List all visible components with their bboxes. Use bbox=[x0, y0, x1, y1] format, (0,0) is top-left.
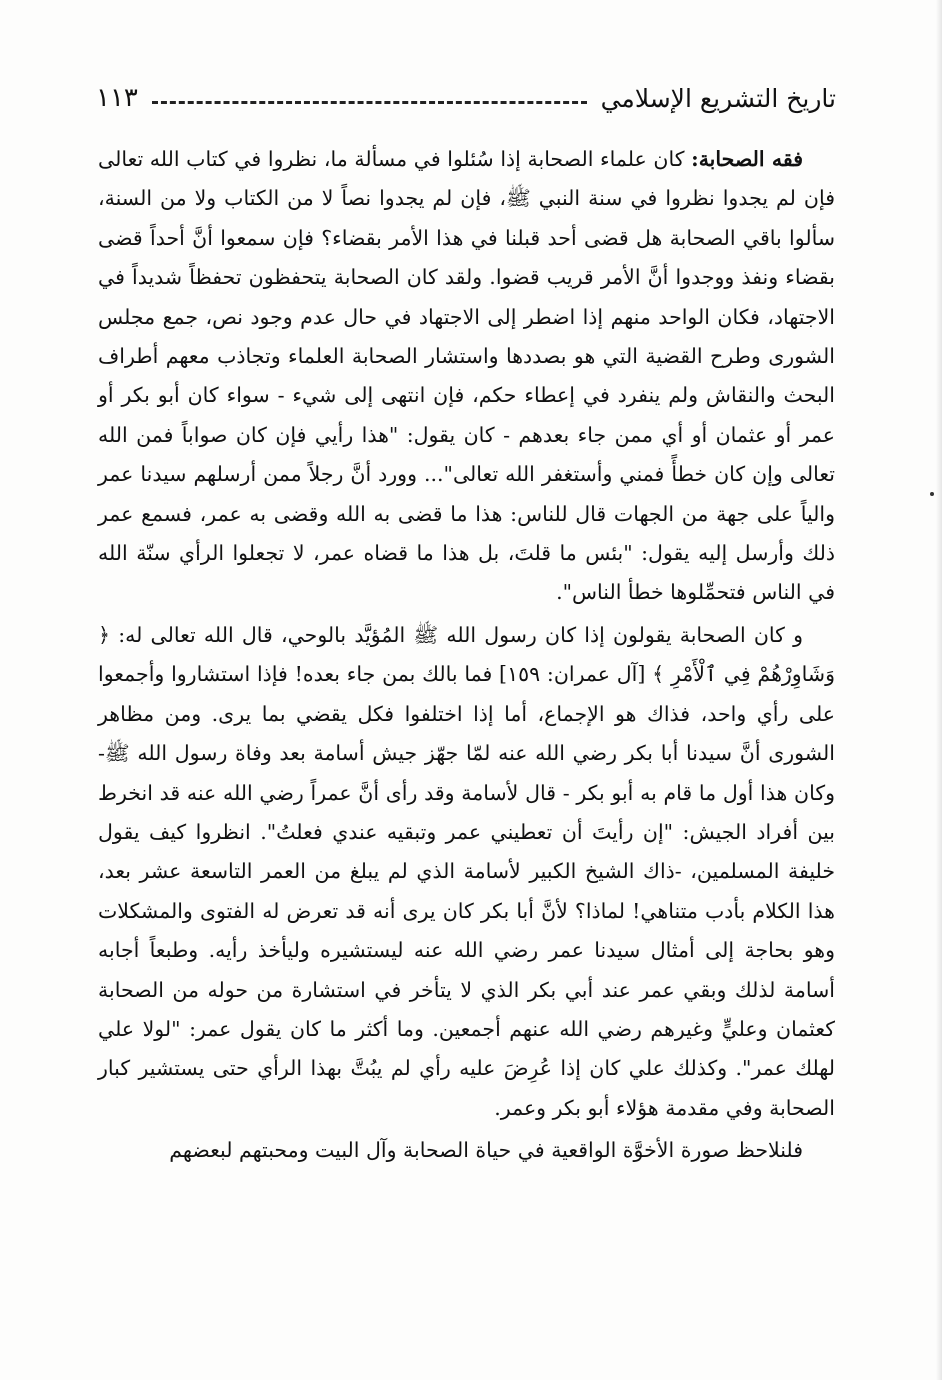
page-number: ١١٣ bbox=[96, 83, 138, 113]
paragraph-text: كان علماء الصحابة إذا سُئلوا في مسألة ما، نظروا في كتاب الله تعالى فإن لم يجدوا نظروا في سنة النبي ﷺ، فإن لم يجدوا نصاً لا من الكتاب ولا من السنة، سألوا باقي الصحابة هل قضى أحد قبلنا في هذا الأمر بقضاء؟ فإن سمعوا أنَّ أحداً قضى بقضاء ونفذ ووجدوا أنَّ الأمر قريب قضوا. ولقد كان الصحابة يتحفظون تحفظاً شديداً في الاجتهاد، فكان الواحد منهم إذا اضطر إلى الاجتهاد في حال عدم وجود نص، جمع مجلس الشورى وطرح القضية التي هو بصددها واستشار الصحابة العلماء وتجاذب معهم أطراف البحث والنقاش ولم ينفرد في إعطاء حكم، فإن انتهى إلى شيء - سواء كان أبو بكر أو عمر أو عثمان أو أي ممن جاء بعدهم - كان يقول: "هذا رأيي فإن كان صواباً فمن الله تعالى وإن كان خطأً فمني وأستغفر الله تعالى"... وورد أنَّ رجلاً ممن أرسلهم سيدنا عمر والياً على جهة من الجهات قال للناس: هذا ما قضى به الله وقضى به عمر، فسمع عمر ذلك وأرسل إليه يقول: "بئس ما قلتَ، بل هذا ما قضاه عمر، لا تجعلوا الرأي سنّة الله في الناس فتحمِّلوها خطأ الناس". bbox=[98, 147, 835, 605]
scan-speck bbox=[930, 492, 934, 496]
paragraph-companions-jurisprudence bbox=[98, 140, 835, 613]
paragraph-consultation bbox=[98, 616, 835, 1128]
paragraph-brotherhood bbox=[98, 1131, 835, 1170]
header-title: تاريخ التشريع الإسلامي bbox=[600, 83, 836, 113]
header-dotted-leader bbox=[152, 101, 587, 104]
page-body bbox=[98, 140, 835, 1171]
page-edge-shadow bbox=[936, 0, 942, 1380]
running-header bbox=[96, 78, 836, 118]
paragraph-text: و كان الصحابة يقولون إذا كان رسول الله ﷺ المُؤيَّد بالوحي، قال الله تعالى له: ﴿ وَشَاوِرْهُمْ فِي ٱلْأَمْرِ ﴾ [آل عمران: ١٥٩] فما بالك بمن جاء بعده! فإذا استشاروا وأجمعوا على رأي واحد، فذاك هو الإجماع، أما إذا اختلفوا فكل يقضي بما يرى. ومن مظاهر الشورى أنَّ سيدنا أبا بكر رضي الله عنه لمّا جهّز جيش أسامة بعد وفاة رسول الله ﷺ- وكان هذا أول ما قام به أبو بكر - قال لأسامة وقد رأى أنَّ عمراً رضي الله عنه قد انخرط بين أفراد الجيش: "إن رأيتَ أن تعطيني عمر وتبقيه عندي فعلتُ". انظروا كيف يقول خليفة المسلمين، -ذاك الشيخ الكبير لأسامة الذي لم يبلغ من العمر التاسعة عشر بعد، هذا الكلام بأدب متناهي! لماذا؟ لأنَّ أبا بكر كان يرى أنه قد تعرض له الفتوى والمشكلات وهو بحاجة إلى أمثال سيدنا عمر رضي الله عنه ليستشيره وليأخذ رأيه. وطبعاً أجابه أسامة لذلك وبقي عمر عند أبي بكر الذي لا يتأخر في استشارة من حوله من الصحابة كعثمان وعليٍّ وغيرهم رضي الله عنهم أجمعين. وما أكثر ما كان يقول عمر: "لولا علي لهلك عمر". وكذلك علي كان إذا عُرِضَ عليه رأي لم يبُتَّ بهذا الرأي حتى يستشير كبار الصحابة وفي مقدمة هؤلاء أبو بكر وعمر. bbox=[98, 622, 835, 1120]
paragraph-text: فلنلاحظ صورة الأخوَّة الواقعية في حياة الصحابة وآل البيت ومحبتهم لبعضهم bbox=[169, 1138, 803, 1163]
section-term: فقه الصحابة: bbox=[691, 147, 804, 171]
